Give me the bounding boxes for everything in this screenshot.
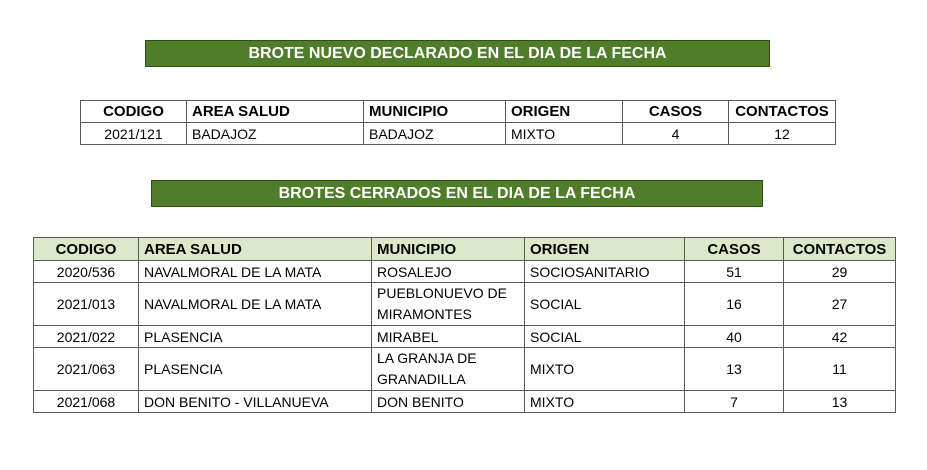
cell-codigo: 2021/063 [34,348,139,391]
cell-origen: MIXTO [525,391,685,413]
header-origen: ORIGEN [525,238,685,261]
table-row [34,261,896,283]
header-casos: CASOS [685,238,784,261]
cell-codigo: 2021/013 [34,283,139,326]
table-row [34,391,896,413]
cell-origen: SOCIOSANITARIO [525,261,685,283]
cell-casos: 51 [685,261,784,283]
header-casos: CASOS [623,101,729,123]
header-contactos: CONTACTOS [729,101,836,123]
cell-contactos: 11 [784,348,896,391]
cell-area-salud: PLASENCIA [139,348,372,391]
table-header-row [34,238,896,261]
header-contactos: CONTACTOS [784,238,896,261]
closed-outbreaks-title: BROTES CERRADOS EN EL DIA DE LA FECHA [151,180,763,207]
new-outbreak-table [80,100,836,145]
cell-area-salud: DON BENITO - VILLANUEVA [139,391,372,413]
cell-contactos: 12 [729,123,836,145]
cell-casos: 13 [685,348,784,391]
cell-casos: 40 [685,326,784,348]
header-codigo: CODIGO [34,238,139,261]
cell-area-salud: PLASENCIA [139,326,372,348]
table-row [34,283,896,326]
header-codigo: CODIGO [81,101,187,123]
table-header-row [81,101,836,123]
header-origen: ORIGEN [506,101,623,123]
cell-origen: SOCIAL [525,283,685,326]
cell-casos: 16 [685,283,784,326]
cell-codigo: 2021/068 [34,391,139,413]
cell-origen: MIXTO [525,348,685,391]
closed-outbreaks-table [33,237,896,413]
cell-codigo: 2021/022 [34,326,139,348]
cell-codigo: 2020/536 [34,261,139,283]
cell-contactos: 29 [784,261,896,283]
cell-casos: 7 [685,391,784,413]
cell-municipio: MIRABEL [372,326,525,348]
table-row [81,123,836,145]
cell-area-salud: NAVALMORAL DE LA MATA [139,283,372,326]
cell-area-salud: BADAJOZ [187,123,364,145]
cell-contactos: 13 [784,391,896,413]
cell-contactos: 27 [784,283,896,326]
cell-municipio: BADAJOZ [364,123,506,145]
cell-area-salud: NAVALMORAL DE LA MATA [139,261,372,283]
new-outbreak-title: BROTE NUEVO DECLARADO EN EL DIA DE LA FECHA [145,40,770,67]
table-row [34,348,896,391]
header-municipio: MUNICIPIO [372,238,525,261]
header-municipio: MUNICIPIO [364,101,506,123]
cell-origen: SOCIAL [525,326,685,348]
table-row [34,326,896,348]
cell-contactos: 42 [784,326,896,348]
header-area-salud: AREA SALUD [187,101,364,123]
cell-municipio: PUEBLONUEVO DE MIRAMONTES [372,283,525,326]
cell-casos: 4 [623,123,729,145]
cell-municipio: DON BENITO [372,391,525,413]
cell-municipio: LA GRANJA DE GRANADILLA [372,348,525,391]
cell-origen: MIXTO [506,123,623,145]
cell-codigo: 2021/121 [81,123,187,145]
header-area-salud: AREA SALUD [139,238,372,261]
cell-municipio: ROSALEJO [372,261,525,283]
